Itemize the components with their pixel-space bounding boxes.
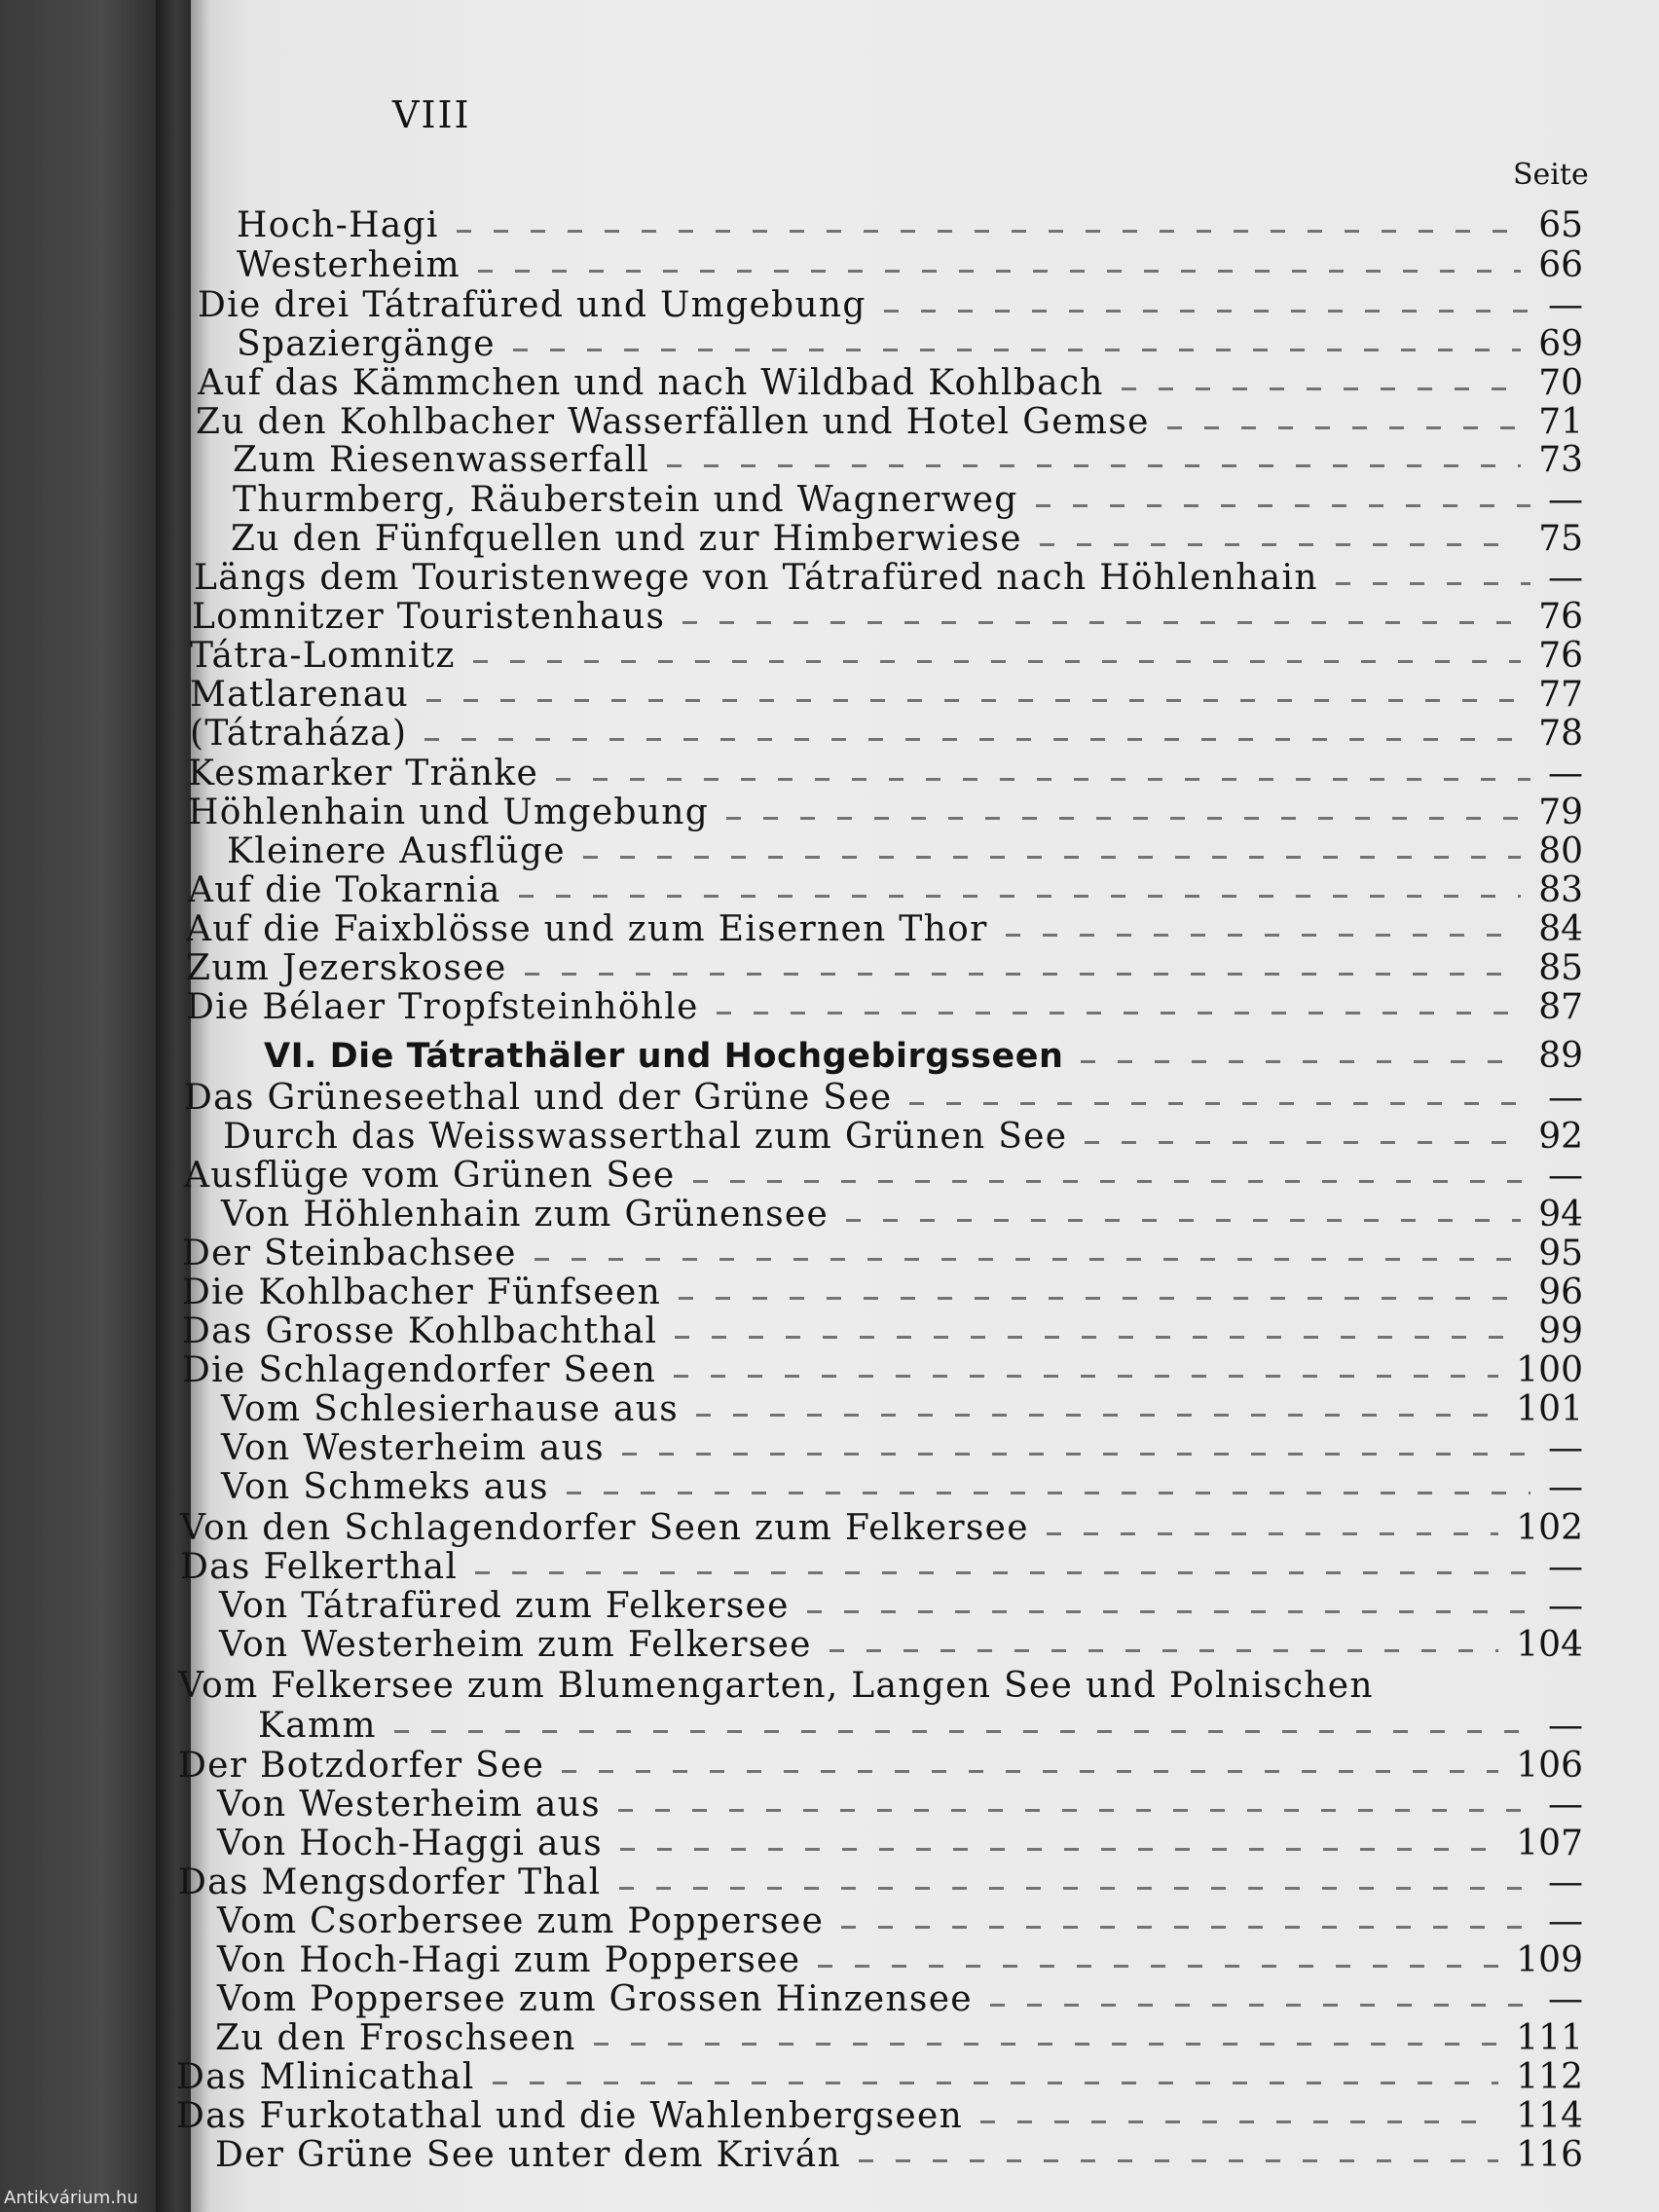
toc-entry <box>191 1429 1659 1468</box>
toc-entry-title: Die drei Tátrafüred und Umgebung <box>198 285 866 325</box>
dot-leader <box>693 1180 1530 1183</box>
toc-entry-page: 94 <box>1538 1195 1583 1235</box>
toc-entry-page: 116 <box>1516 2135 1583 2175</box>
column-label-seite: Seite <box>1513 158 1589 192</box>
toc-entry-page: — <box>1548 285 1583 325</box>
dot-leader <box>1122 387 1521 390</box>
toc-entry-page: 109 <box>1516 1940 1583 1980</box>
toc-entry <box>191 1118 1659 1157</box>
toc-entry <box>191 1902 1659 1941</box>
toc-entry-title: Matlarenau <box>190 675 410 715</box>
toc-entry <box>188 754 1659 793</box>
toc-entry-title: Das Grosse Kohlbachthal <box>182 1311 658 1351</box>
toc-entry-page: 101 <box>1516 1389 1583 1429</box>
dot-leader <box>682 621 1521 624</box>
toc-entry <box>191 1468 1659 1507</box>
toc-entry <box>176 2057 1659 2097</box>
dot-leader <box>457 230 1521 233</box>
dot-leader <box>394 1730 1530 1733</box>
dot-leader <box>1036 504 1530 507</box>
toc-entry <box>191 1980 1659 2019</box>
toc-entry-title: Von den Schlagendorfer Seen zum Felkersee <box>180 1508 1029 1548</box>
toc-entry-page: — <box>1548 1706 1583 1746</box>
dot-leader <box>567 1492 1530 1494</box>
dot-leader <box>525 973 1521 976</box>
table-of-contents <box>176 0 1659 2212</box>
toc-entry-page: — <box>1548 1979 1583 2019</box>
toc-entry-page: 106 <box>1516 1746 1583 1786</box>
toc-entry-page: — <box>1548 1547 1583 1587</box>
toc-entry <box>186 909 1659 949</box>
dot-leader <box>1006 934 1521 937</box>
toc-entry-title: Längs dem Touristenwege von Tátrafüred nach Höhlenhain <box>194 558 1318 598</box>
toc-entry-page: 89 <box>1538 1036 1583 1076</box>
toc-entry-page: 107 <box>1516 1824 1583 1863</box>
toc-entry <box>191 1941 1659 1980</box>
toc-entry <box>191 1390 1659 1429</box>
toc-entry <box>182 1234 1659 1273</box>
dot-leader <box>562 1770 1498 1773</box>
toc-entry-page: 112 <box>1516 2057 1583 2097</box>
toc-entry-page: 99 <box>1538 1311 1583 1351</box>
toc-entry <box>191 403 1659 442</box>
toc-entry-page: — <box>1548 754 1583 793</box>
toc-entry-title: Spaziergänge <box>237 324 496 364</box>
toc-entry-page: — <box>1548 1901 1583 1941</box>
toc-entry <box>182 1350 1659 1390</box>
dot-leader <box>726 817 1521 820</box>
toc-entry-page: 114 <box>1516 2096 1583 2136</box>
toc-entry-title: Kesmarker Tränke <box>188 754 539 793</box>
toc-entry <box>191 286 1659 325</box>
dot-leader <box>909 1102 1530 1105</box>
toc-entry-title: Lomnitzer Touristenhaus <box>192 597 666 637</box>
toc-entry-title: Zu den Fünfquellen und zur Himberwiese <box>231 519 1022 559</box>
toc-entry-page: 69 <box>1538 324 1583 364</box>
toc-entry <box>178 1666 1659 1706</box>
toc-entry-page: 111 <box>1516 2018 1583 2058</box>
toc-entry-title: Das Mengsdorfer Thal <box>178 1862 602 1902</box>
toc-entry-page: 65 <box>1538 205 1583 245</box>
toc-entry-page: — <box>1548 1156 1583 1196</box>
dot-leader <box>473 660 1521 663</box>
toc-entry <box>191 715 1659 754</box>
dot-leader <box>622 1453 1530 1456</box>
toc-entry-page: — <box>1548 1467 1583 1507</box>
dot-leader <box>1040 543 1521 546</box>
toc-entry-title: Die Schlagendorfer Seen <box>182 1350 657 1390</box>
dot-leader <box>679 1297 1521 1300</box>
toc-entry-title: Vom Poppersee zum Grossen Hinzensee <box>217 1979 973 2019</box>
toc-entry-title: Von Schmeks aus <box>221 1467 549 1507</box>
dot-leader <box>830 1649 1498 1652</box>
toc-entry <box>191 1196 1659 1235</box>
dot-leader <box>696 1414 1498 1417</box>
toc-entry <box>191 598 1659 637</box>
dot-leader <box>1336 582 1530 585</box>
toc-entry-page: 78 <box>1538 714 1583 754</box>
toc-entry-page: 79 <box>1538 793 1583 832</box>
dot-leader <box>807 1610 1530 1613</box>
dot-leader <box>493 2082 1498 2084</box>
toc-entry <box>191 2136 1659 2175</box>
toc-entry-title: Von Höhlenhain zum Grünensee <box>221 1195 830 1235</box>
toc-entry-title: Vom Felkersee zum Blumengarten, Langen See und Polnischen <box>178 1666 1374 1706</box>
toc-entry-page: 104 <box>1516 1625 1583 1665</box>
dot-leader <box>1167 426 1521 429</box>
dot-leader <box>1081 1060 1521 1063</box>
toc-entry-page: 80 <box>1538 831 1583 871</box>
toc-entry-page: 76 <box>1538 636 1583 676</box>
toc-entry <box>180 1508 1659 1548</box>
toc-entry-page: 95 <box>1538 1234 1583 1273</box>
toc-entry <box>191 206 1659 245</box>
toc-entry-page: 102 <box>1516 1508 1583 1548</box>
toc-entry <box>182 1272 1659 1312</box>
dot-leader <box>618 1809 1530 1812</box>
toc-entry-title: Zum Riesenwasserfall <box>233 440 650 480</box>
dot-leader <box>535 1258 1521 1261</box>
toc-entry-page: 84 <box>1538 909 1583 949</box>
toc-entry <box>191 520 1659 559</box>
toc-entry <box>191 1587 1659 1626</box>
toc-entry-title: Von Hoch-Hagi zum Poppersee <box>217 1940 801 1980</box>
toc-entry <box>178 1746 1659 1786</box>
toc-entry-page: — <box>1548 1785 1583 1825</box>
toc-entry <box>191 559 1659 598</box>
toc-entry-title: Das Grüneseethal und der Grüne See <box>184 1078 893 1118</box>
toc-entry-page: 100 <box>1516 1350 1583 1390</box>
toc-entry-page: 83 <box>1538 870 1583 910</box>
toc-entry-page: 73 <box>1538 440 1583 480</box>
toc-entry-page: 85 <box>1538 948 1583 988</box>
toc-entry <box>191 1037 1659 1076</box>
toc-entry <box>191 832 1659 871</box>
watermark: Antikvárium.hu <box>4 2188 138 2208</box>
toc-entry-title: Vom Csorbersee zum Poppersee <box>217 1901 825 1941</box>
dot-leader <box>859 2159 1498 2162</box>
toc-entry-page: 77 <box>1538 675 1583 715</box>
dot-leader <box>519 895 1521 898</box>
toc-entry-title: Ausflüge vom Grünen See <box>184 1156 676 1196</box>
toc-entry-title: Westerheim <box>237 245 461 285</box>
dot-leader <box>675 1336 1521 1339</box>
toc-entry <box>188 870 1659 910</box>
dot-leader <box>620 1848 1498 1851</box>
toc-entry-title: Zu den Froschseen <box>215 2018 576 2058</box>
toc-entry <box>178 1862 1659 1902</box>
dot-leader <box>990 2004 1530 2007</box>
toc-entry-title: Von Tátrafüred zum Felkersee <box>219 1586 790 1626</box>
toc-entry-title: Von Westerheim aus <box>221 1428 605 1468</box>
toc-entry-title: Das Mlinicathal <box>176 2057 475 2097</box>
toc-entry <box>191 2019 1659 2058</box>
toc-entry <box>186 948 1659 988</box>
toc-entry-page: 75 <box>1538 519 1583 559</box>
toc-entry-title: Thurmberg, Räuberstein und Wagnerweg <box>233 480 1018 520</box>
toc-entry-page: — <box>1548 1586 1583 1626</box>
dot-leader <box>424 738 1521 741</box>
toc-entry <box>191 325 1659 364</box>
dot-leader <box>674 1375 1498 1378</box>
toc-entry-page: — <box>1548 1862 1583 1902</box>
dot-leader <box>583 856 1521 859</box>
toc-entry-title: Der Botzdorfer See <box>178 1746 545 1786</box>
toc-entry-page: — <box>1548 480 1583 520</box>
toc-entry <box>191 1825 1659 1863</box>
toc-entry <box>188 793 1659 832</box>
toc-entry-page: 87 <box>1538 987 1583 1027</box>
dot-leader <box>513 349 1521 351</box>
toc-entry-page: — <box>1548 558 1583 598</box>
toc-entry <box>182 1311 1659 1351</box>
toc-entry <box>184 1078 1659 1118</box>
toc-entry-title: Von Westerheim zum Felkersee <box>219 1625 812 1665</box>
toc-entry-title: Vom Schlesierhause aus <box>221 1389 680 1429</box>
page-number: VIII <box>392 93 471 136</box>
dot-leader <box>1085 1141 1521 1144</box>
dot-leader <box>818 1965 1498 1968</box>
dot-leader <box>667 464 1521 467</box>
toc-entry-title: Der Steinbachsee <box>182 1234 517 1273</box>
dot-leader <box>884 310 1530 313</box>
toc-entry <box>191 1707 1659 1746</box>
toc-entry <box>191 1786 1659 1825</box>
toc-entry-title: Auf die Tokarnia <box>188 870 501 910</box>
background-left <box>0 0 170 2212</box>
dot-leader <box>556 778 1530 781</box>
toc-entry-title: Die Kohlbacher Fünfseen <box>182 1272 662 1312</box>
toc-entry-title: Zum Jezerskosee <box>186 948 507 988</box>
toc-entry-title: Kamm <box>258 1706 377 1746</box>
toc-entry-title: Tátra-Lomnitz <box>190 636 456 676</box>
toc-entry-page: 66 <box>1538 245 1583 285</box>
toc-entry-title: Die Bélaer Tropfsteinhöhle <box>186 987 699 1027</box>
toc-entry <box>180 1547 1659 1587</box>
toc-entry-page: 96 <box>1538 1272 1583 1312</box>
book-page <box>176 0 1659 2212</box>
toc-entry-title: Von Hoch-Haggi aus <box>217 1824 604 1863</box>
toc-entry-page: — <box>1548 1078 1583 1118</box>
toc-entry-page: 76 <box>1538 597 1583 637</box>
toc-entry-title: Kleinere Ausflüge <box>227 831 566 871</box>
toc-entry <box>191 637 1659 676</box>
toc-entry-title: Auf das Kämmchen und nach Wildbad Kohlbach <box>198 363 1104 403</box>
dot-leader <box>717 1012 1521 1014</box>
dot-leader <box>594 2043 1498 2046</box>
toc-entry-title: Der Grüne See unter dem Kriván <box>215 2135 841 2175</box>
toc-entry-page: 70 <box>1538 363 1583 403</box>
dot-leader <box>980 2120 1498 2123</box>
toc-entry <box>191 1626 1659 1665</box>
toc-entry-title: VI. Die Tátrathäler und Hochgebirgsseen <box>264 1037 1064 1076</box>
toc-entry-title: Hoch-Hagi <box>237 205 439 245</box>
toc-entry-page: — <box>1548 1428 1583 1468</box>
toc-entry-page: 71 <box>1538 402 1583 442</box>
toc-entry-title: Zu den Kohlbacher Wasserfällen und Hotel Gemse <box>196 402 1150 442</box>
toc-entry-title: Das Furkotathal und die Wahlenbergseen <box>176 2096 964 2136</box>
toc-entry <box>191 364 1659 403</box>
toc-entry <box>191 676 1659 715</box>
toc-entry <box>191 441 1659 480</box>
toc-entry <box>176 2096 1659 2136</box>
toc-entry <box>191 481 1659 520</box>
toc-entry-title: Auf die Faixblösse und zum Eisernen Thor <box>186 909 988 949</box>
dot-leader <box>1047 1532 1498 1535</box>
dot-leader <box>478 270 1521 273</box>
toc-entry <box>184 1156 1659 1196</box>
toc-entry-title: Durch das Weisswasserthal zum Grünen See <box>223 1117 1068 1157</box>
toc-entry-title: Von Westerheim aus <box>217 1785 601 1825</box>
dot-leader <box>426 699 1521 702</box>
dot-leader <box>841 1926 1530 1929</box>
toc-entry <box>186 987 1659 1027</box>
toc-entry <box>191 246 1659 285</box>
toc-entry-title: Das Felkerthal <box>180 1547 459 1587</box>
toc-entry-title: (Tátraháza) <box>190 714 408 754</box>
toc-entry-page: 92 <box>1538 1117 1583 1157</box>
dot-leader <box>846 1219 1521 1222</box>
toc-entry-title: Höhlenhain und Umgebung <box>188 793 710 832</box>
dot-leader <box>475 1571 1530 1574</box>
dot-leader <box>619 1887 1530 1890</box>
